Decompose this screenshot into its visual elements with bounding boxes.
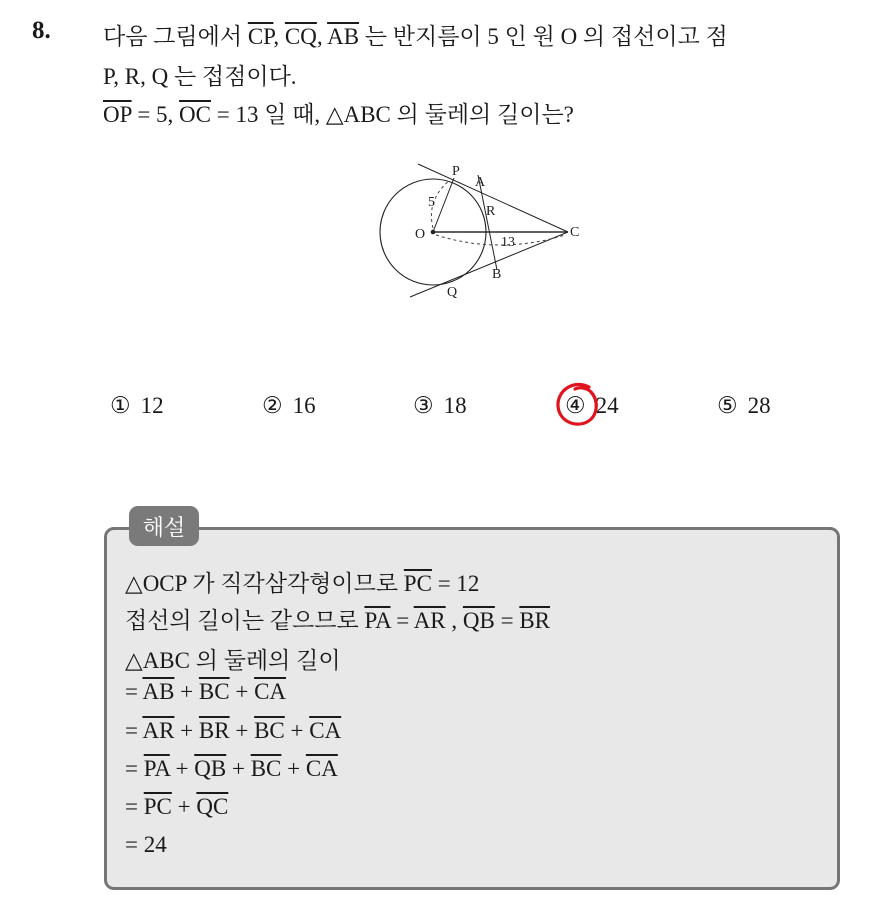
sol-op: + (290, 718, 304, 743)
solution-tab: 해설 (129, 506, 199, 546)
choice-number: ④ (565, 393, 586, 418)
solution-line-5 (125, 718, 341, 744)
segment-ab: $\overline{AB}$ (327, 24, 360, 49)
term: $\overline{CA}$ (309, 718, 342, 743)
tangent-cq (410, 232, 568, 297)
solution-line-1 (125, 565, 479, 598)
choice-value: 16 (292, 393, 316, 418)
q-text: = 5, (137, 102, 174, 127)
sol-op: , (451, 608, 458, 633)
choice-number: ③ (413, 393, 434, 418)
question-number: 8. (32, 17, 51, 44)
segment-ar: $\overline{AR}$ (413, 608, 446, 633)
sol-op: + (231, 756, 245, 781)
choice-value: 12 (140, 393, 164, 418)
term: $\overline{BC}$ (198, 679, 230, 704)
sol-op: + (180, 679, 194, 704)
choice-value: 28 (747, 393, 771, 418)
sol-text: = 12 (437, 571, 480, 596)
question-line-3 (103, 96, 574, 129)
tangent-cp (418, 164, 568, 232)
segment-br: $\overline{BR}$ (519, 608, 551, 633)
sol-op: = (125, 718, 138, 743)
choice-number: ⑤ (717, 393, 738, 418)
sol-op: = (125, 679, 138, 704)
term: $\overline{AB}$ (142, 679, 175, 704)
solution-line-7 (125, 794, 228, 820)
choice-1[interactable] (110, 393, 164, 419)
q-text: = 13 일 때, △ABC 의 둘레의 길이는? (216, 102, 574, 127)
label-r: R (486, 204, 496, 219)
label-q: Q (447, 285, 458, 300)
sol-op: = (125, 756, 138, 781)
label-radius: 5 (428, 195, 435, 210)
radius-op (433, 178, 454, 232)
label-o: O (415, 227, 426, 242)
solution-line-3: △ABC 의 둘레의 길이 (125, 648, 341, 673)
solution-line-4 (125, 679, 286, 705)
term: $\overline{CA}$ (305, 756, 338, 781)
term: $\overline{CA}$ (254, 679, 287, 704)
q-text: 는 반지름이 5 인 원 O 의 접선이고 점 (364, 24, 728, 49)
segment-pa: $\overline{PA}$ (364, 608, 391, 633)
sol-op: + (180, 718, 194, 743)
label-b: B (492, 267, 502, 282)
term: $\overline{QB}$ (194, 756, 227, 781)
label-distance: 13 (501, 235, 515, 250)
choice-value: 18 (443, 393, 467, 418)
sol-op: + (235, 718, 249, 743)
q-text: 다음 그림에서 (103, 24, 243, 49)
label-c: C (570, 225, 580, 240)
term: $\overline{BC}$ (250, 756, 282, 781)
answer-circle-stroke (558, 384, 596, 424)
sol-op: + (235, 679, 249, 704)
segment-cp: $\overline{CP}$ (247, 24, 274, 49)
tangent-circle-figure (360, 160, 610, 305)
choice-number: ② (262, 393, 283, 418)
term: $\overline{PC}$ (143, 794, 172, 819)
q-comma: , (316, 24, 323, 49)
q-comma: , (273, 24, 280, 49)
label-a: A (475, 175, 486, 190)
solution-line-6 (125, 756, 338, 782)
answer-mark (553, 381, 601, 429)
choice-2[interactable] (262, 393, 316, 419)
sol-op: + (287, 756, 301, 781)
choice-value: 24 (595, 393, 619, 418)
solution-line-8: = 24 (125, 832, 167, 857)
question-line-2: P, R, Q 는 접점이다. (103, 64, 297, 89)
sol-op: = (500, 608, 514, 633)
segment-oc: $\overline{OC}$ (179, 102, 211, 127)
choice-5[interactable] (717, 393, 771, 419)
segment-pc: $\overline{PC}$ (403, 571, 432, 596)
solution-line-2 (125, 602, 550, 635)
question-line-1 (103, 18, 728, 51)
segment-op: $\overline{OP}$ (103, 102, 132, 127)
sol-op: = (125, 794, 138, 819)
term: $\overline{AR}$ (142, 718, 175, 743)
choice-number: ① (110, 393, 131, 418)
segment-qb: $\overline{QB}$ (462, 608, 495, 633)
term: $\overline{PA}$ (143, 756, 170, 781)
term: $\overline{BC}$ (254, 718, 285, 743)
sol-op: + (175, 756, 189, 781)
segment-cq: $\overline{CQ}$ (284, 24, 317, 49)
sol-op: + (177, 794, 191, 819)
term: $\overline{BR}$ (198, 718, 230, 743)
sol-text: 접선의 길이는 같으므로 (125, 608, 359, 633)
choice-3[interactable] (413, 393, 467, 419)
term: $\overline{QC}$ (196, 794, 229, 819)
label-p: P (452, 164, 460, 179)
sol-text: △OCP 가 직각삼각형이므로 (125, 571, 399, 596)
point-o (431, 230, 436, 235)
sol-op: = (396, 608, 410, 633)
